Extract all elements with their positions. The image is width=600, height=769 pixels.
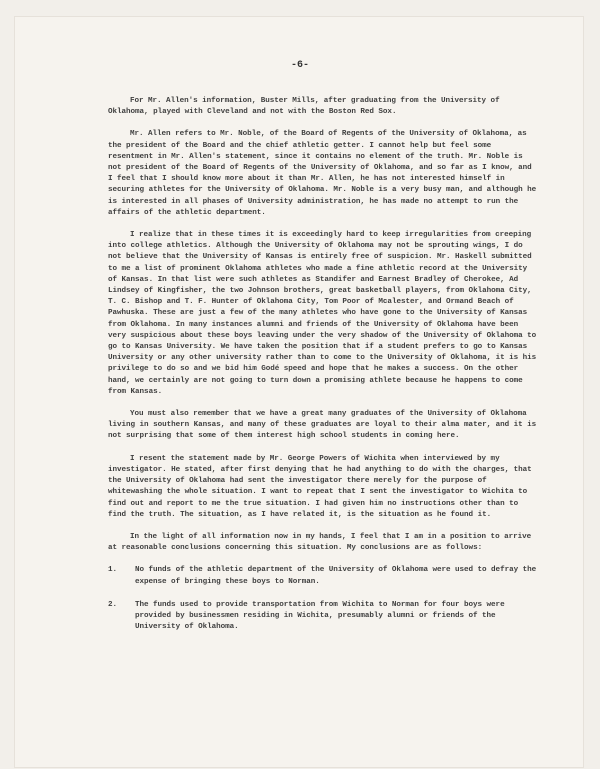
paragraph-irregularities: I realize that in these times it is exceedingly hard to keep irregularities from creeping into college athletics. Although the University of Oklahoma may not be sprouting wings, I do not believe that the University of Kansas is entirely free of suspicion. Mr. Haskell submitted to me a list of prominent Oklahoma athletes who made a fine athletic record at the University of Kansas. In that list were such athletes as Standifer and Earnest Bradley of Cherokee, Ad Lindsey of Kingfisher, the two Johnson brothers, great basketball players, from Oklahoma City, T. C. Bishop and T. F. Hunter of Oklahoma City, Tom Poor of Mcalester, and Ormand Beach of Pawhuska. These are just a few of the many athletes who have gone to the University of Kansas from Oklahoma. In many instances alumni and friends of the University of Oklahoma have been very suspicious about these boys leaving under the very shadow of the University of Oklahoma to go to Kansas University. We have taken the position that if a student prefers to go to Kansas University or any other university rather than to come to the University of Oklahoma, it is his privilege to do so and we bid him Godé speed and hope that he makes a success. On the other hand, we certainly are not going to turn down a promising athlete because he happens to come from Kansas. [108, 231, 537, 396]
paragraph-graduates: You must also remember that we have a great many graduates of the University of Oklahoma living in southern Kansas, and many of these graduates are loyal to their alma mater, and it is not surprising that some of them interest high school students in coming here. [108, 410, 537, 441]
list-item-number: 1. [108, 566, 118, 575]
paragraph-powers: I resent the statement made by Mr. George Powers of Wichita when interviewed by my investigator. He stated, after first denying that he had anything to do with the charges, that the University of Oklahoma had sent the investigator there merely for the purpose of whitewashing the whole situation. I want to repeat that I sent the investigator to Wichita to find out and report to me the true situation. I had given him no instructions other than to find the truth. The situation, as I have related it, is the situation as he found it. [108, 454, 532, 519]
list-item-text: No funds of the athletic department of the University of Oklahoma were used to defray the expense of bringing these boys to Norman. [135, 566, 537, 586]
list-item [108, 565, 538, 587]
list-item-number: 2. [108, 600, 118, 609]
list-item [108, 600, 538, 634]
paragraph-conclusions-intro: In the light of all information now in my hands, I feel that I am in a position to arrive at reasonable conclusions concerning this situation. My conclusions are as follows: [108, 532, 532, 553]
page-number: -6- [290, 60, 309, 71]
paragraph-noble: Mr. Allen refers to Mr. Noble, of the Board of Regents of the University of Oklahoma, as the president of the Board and the chief athletic getter. I cannot help but feel some resentment in Mr. Allen's statement, since it contains no element of the truth. Mr. Noble is not president of the Board of Regents of the University of Oklahoma, and so far as I know, and I feel that I should know more about it than Mr. Allen, he has not interested himself in securing athletes for the University of Oklahoma. Mr. Noble is a very busy man, and although he is interested in all phases of University administration, he has made no attempt to run the affairs of the athletic department. [108, 130, 537, 217]
conclusions-list [108, 565, 538, 633]
paragraph-mills: For Mr. Allen's information, Buster Mills, after graduating from the University of Oklahoma, played with Cleveland and not with the Boston Red Sox. [108, 97, 500, 117]
letter-body [108, 96, 538, 645]
list-item-text: The funds used to provide transportation from Wichita to Norman for four boys were provided by businessmen residing in Wichita, presumably alumni or friends of the University of Oklahoma. [135, 600, 505, 632]
